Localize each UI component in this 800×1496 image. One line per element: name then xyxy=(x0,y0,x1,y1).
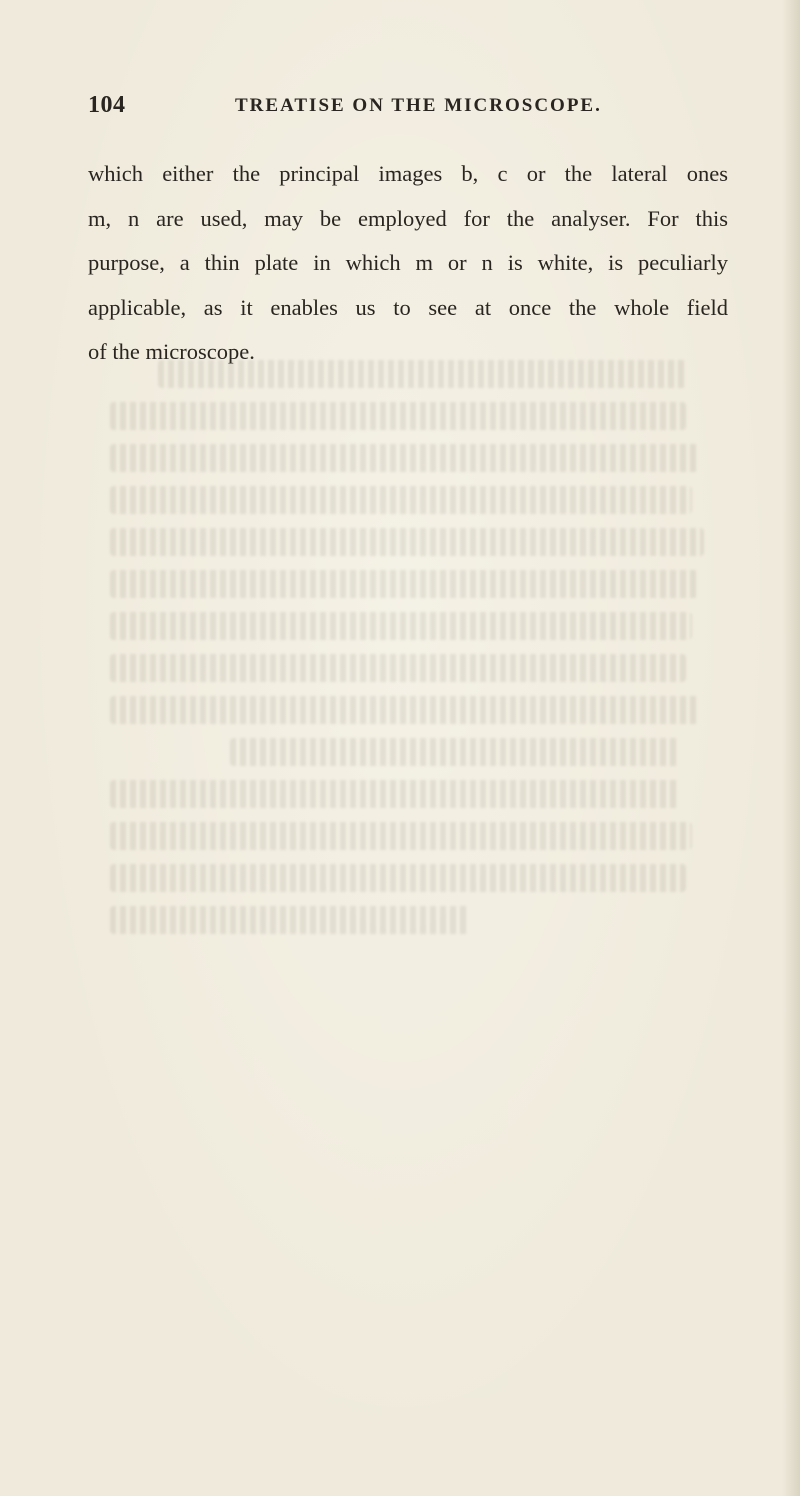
page-edge-shadow xyxy=(782,0,800,1496)
text-line: of the microscope. xyxy=(88,339,255,364)
text-line: applicable, as it enables us to see at once the whole field xyxy=(88,294,728,320)
running-head: TREATISE ON THE MICROSCOPE. xyxy=(235,95,602,116)
text-line: purpose, a thin plate in which m or n is white, is peculiarly xyxy=(88,250,728,275)
page-header xyxy=(88,92,650,122)
body-paragraph xyxy=(88,152,728,375)
text-line: which either the principal images b, c or the lateral ones xyxy=(88,161,728,186)
text-line: m, n are used, may be employed for the analyser. For this xyxy=(88,205,728,231)
bleed-through-texture xyxy=(110,360,710,950)
page-number: 104 xyxy=(88,92,126,118)
